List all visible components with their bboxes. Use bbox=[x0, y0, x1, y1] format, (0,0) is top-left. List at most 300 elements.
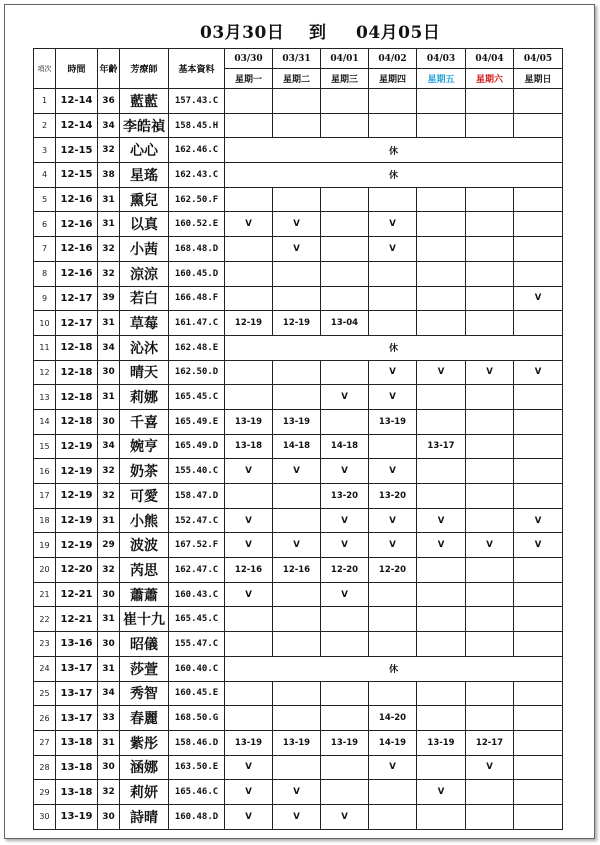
row-basic-info: 161.47.C bbox=[169, 311, 225, 336]
schedule-cell: V bbox=[321, 508, 369, 533]
row-index: 2 bbox=[34, 113, 56, 138]
table-row bbox=[34, 311, 563, 336]
row-therapist-name: 心心 bbox=[120, 138, 169, 163]
schedule-cell bbox=[417, 804, 466, 829]
schedule-cell: 14-18 bbox=[273, 434, 321, 459]
row-therapist-name: 紫彤 bbox=[120, 730, 169, 755]
schedule-cell bbox=[321, 212, 369, 237]
row-time: 12-16 bbox=[56, 237, 98, 262]
schedule-cell bbox=[466, 237, 514, 262]
schedule-cell: V bbox=[514, 533, 563, 558]
schedule-cell bbox=[466, 212, 514, 237]
schedule-cell bbox=[417, 409, 466, 434]
schedule-cell bbox=[369, 681, 417, 706]
row-index: 27 bbox=[34, 730, 56, 755]
row-time: 12-18 bbox=[56, 409, 98, 434]
row-time: 12-17 bbox=[56, 286, 98, 311]
header-date: 04/01 bbox=[321, 49, 369, 69]
header-weekday: 星期一 bbox=[225, 69, 273, 89]
schedule-cell bbox=[514, 212, 563, 237]
row-therapist-name: 以真 bbox=[120, 212, 169, 237]
schedule-cell bbox=[225, 113, 273, 138]
schedule-cell bbox=[514, 607, 563, 632]
schedule-cell bbox=[369, 311, 417, 336]
schedule-cell bbox=[466, 582, 514, 607]
row-index: 17 bbox=[34, 484, 56, 509]
row-age: 38 bbox=[98, 163, 120, 188]
row-therapist-name: 莉娜 bbox=[120, 385, 169, 410]
row-therapist-name: 芮思 bbox=[120, 558, 169, 583]
schedule-cell: 14-20 bbox=[369, 706, 417, 731]
row-therapist-name: 秀智 bbox=[120, 681, 169, 706]
schedule-cell bbox=[466, 409, 514, 434]
schedule-cell bbox=[417, 755, 466, 780]
schedule-cell: V bbox=[273, 533, 321, 558]
schedule-cell: V bbox=[417, 508, 466, 533]
row-therapist-name: 熏兒 bbox=[120, 187, 169, 212]
row-therapist-name: 涵娜 bbox=[120, 755, 169, 780]
row-therapist-name: 崔十九 bbox=[120, 607, 169, 632]
schedule-cell bbox=[273, 261, 321, 286]
table-row bbox=[34, 385, 563, 410]
schedule-cell bbox=[417, 261, 466, 286]
row-therapist-name: 星瑤 bbox=[120, 163, 169, 188]
schedule-cell bbox=[466, 286, 514, 311]
schedule-cell bbox=[225, 385, 273, 410]
schedule-cell bbox=[417, 607, 466, 632]
schedule-cell: V bbox=[369, 385, 417, 410]
table-row bbox=[34, 607, 563, 632]
row-age: 34 bbox=[98, 335, 120, 360]
schedule-cell bbox=[369, 607, 417, 632]
schedule-cell bbox=[466, 459, 514, 484]
schedule-cell bbox=[273, 632, 321, 657]
row-age: 39 bbox=[98, 286, 120, 311]
schedule-cell: 12-20 bbox=[369, 558, 417, 583]
header-date: 04/04 bbox=[466, 49, 514, 69]
schedule-cell bbox=[417, 706, 466, 731]
table-row bbox=[34, 113, 563, 138]
table-row bbox=[34, 681, 563, 706]
row-index: 1 bbox=[34, 89, 56, 114]
schedule-cell bbox=[225, 607, 273, 632]
row-therapist-name: 小熊 bbox=[120, 508, 169, 533]
row-basic-info: 158.45.H bbox=[169, 113, 225, 138]
row-therapist-name: 詩晴 bbox=[120, 804, 169, 829]
row-age: 34 bbox=[98, 681, 120, 706]
table-row bbox=[34, 212, 563, 237]
row-age: 31 bbox=[98, 607, 120, 632]
table-row bbox=[34, 409, 563, 434]
row-time: 12-15 bbox=[56, 138, 98, 163]
schedule-cell bbox=[225, 681, 273, 706]
row-age: 31 bbox=[98, 385, 120, 410]
schedule-cell bbox=[273, 385, 321, 410]
schedule-cell: V bbox=[466, 533, 514, 558]
schedule-cell: V bbox=[321, 385, 369, 410]
schedule-cell bbox=[514, 706, 563, 731]
row-index: 6 bbox=[34, 212, 56, 237]
schedule-cell bbox=[369, 434, 417, 459]
row-basic-info: 160.40.C bbox=[169, 656, 225, 681]
row-index: 12 bbox=[34, 360, 56, 385]
row-basic-info: 152.47.C bbox=[169, 508, 225, 533]
schedule-cell bbox=[514, 89, 563, 114]
row-time: 13-17 bbox=[56, 656, 98, 681]
header-therapist: 芳療師 bbox=[120, 49, 169, 89]
row-basic-info: 168.48.D bbox=[169, 237, 225, 262]
row-index: 24 bbox=[34, 656, 56, 681]
row-basic-info: 168.50.G bbox=[169, 706, 225, 731]
row-age: 33 bbox=[98, 706, 120, 731]
schedule-cell: 12-19 bbox=[273, 311, 321, 336]
row-age: 32 bbox=[98, 138, 120, 163]
row-index: 13 bbox=[34, 385, 56, 410]
schedule-cell bbox=[273, 484, 321, 509]
schedule-cell bbox=[466, 607, 514, 632]
schedule-cell bbox=[321, 187, 369, 212]
schedule-cell bbox=[514, 113, 563, 138]
schedule-table bbox=[33, 48, 563, 830]
row-therapist-name: 蕭蕭 bbox=[120, 582, 169, 607]
schedule-cell: 13-18 bbox=[225, 434, 273, 459]
schedule-cell: 13-19 bbox=[273, 409, 321, 434]
schedule-cell: V bbox=[417, 360, 466, 385]
schedule-cell bbox=[417, 89, 466, 114]
row-time: 13-18 bbox=[56, 780, 98, 805]
schedule-cell bbox=[321, 286, 369, 311]
schedule-cell bbox=[514, 755, 563, 780]
row-index: 7 bbox=[34, 237, 56, 262]
row-basic-info: 163.50.E bbox=[169, 755, 225, 780]
schedule-cell bbox=[466, 558, 514, 583]
schedule-cell: V bbox=[369, 212, 417, 237]
header-weekday: 星期四 bbox=[369, 69, 417, 89]
schedule-cell: V bbox=[466, 360, 514, 385]
schedule-cell bbox=[225, 360, 273, 385]
row-therapist-name: 藍藍 bbox=[120, 89, 169, 114]
schedule-cell: 13-20 bbox=[369, 484, 417, 509]
schedule-cell bbox=[417, 459, 466, 484]
schedule-cell bbox=[369, 582, 417, 607]
row-basic-info: 162.50.F bbox=[169, 187, 225, 212]
schedule-cell: V bbox=[369, 237, 417, 262]
row-time: 13-19 bbox=[56, 804, 98, 829]
row-therapist-name: 草莓 bbox=[120, 311, 169, 336]
schedule-cell: V bbox=[273, 459, 321, 484]
schedule-cell bbox=[321, 632, 369, 657]
schedule-cell bbox=[369, 261, 417, 286]
row-therapist-name: 莎萱 bbox=[120, 656, 169, 681]
table-row bbox=[34, 138, 563, 163]
row-age: 32 bbox=[98, 237, 120, 262]
schedule-cell bbox=[369, 113, 417, 138]
row-time: 12-18 bbox=[56, 335, 98, 360]
schedule-cell: V bbox=[514, 508, 563, 533]
table-row bbox=[34, 780, 563, 805]
header-weekday: 星期日 bbox=[514, 69, 563, 89]
schedule-cell bbox=[466, 484, 514, 509]
row-basic-info: 158.46.D bbox=[169, 730, 225, 755]
schedule-cell: 12-20 bbox=[321, 558, 369, 583]
table-row bbox=[34, 755, 563, 780]
header-date: 04/03 bbox=[417, 49, 466, 69]
row-age: 30 bbox=[98, 360, 120, 385]
schedule-cell: 13-19 bbox=[225, 409, 273, 434]
row-age: 34 bbox=[98, 434, 120, 459]
row-basic-info: 160.45.D bbox=[169, 261, 225, 286]
schedule-cell bbox=[514, 434, 563, 459]
header-weekday-saturday: 星期六 bbox=[466, 69, 514, 89]
schedule-cell: 13-04 bbox=[321, 311, 369, 336]
schedule-cell bbox=[225, 286, 273, 311]
schedule-cell bbox=[273, 187, 321, 212]
day-off-cell: 休 bbox=[225, 335, 563, 360]
row-time: 12-15 bbox=[56, 163, 98, 188]
schedule-cell bbox=[514, 804, 563, 829]
schedule-cell: 14-18 bbox=[321, 434, 369, 459]
schedule-cell: 13-19 bbox=[321, 730, 369, 755]
schedule-cell bbox=[466, 113, 514, 138]
schedule-cell bbox=[321, 113, 369, 138]
row-therapist-name: 千喜 bbox=[120, 409, 169, 434]
schedule-cell bbox=[225, 706, 273, 731]
schedule-cell bbox=[417, 311, 466, 336]
schedule-cell bbox=[369, 187, 417, 212]
schedule-cell bbox=[273, 508, 321, 533]
schedule-cell bbox=[369, 286, 417, 311]
schedule-cell bbox=[514, 261, 563, 286]
schedule-cell bbox=[321, 755, 369, 780]
schedule-cell bbox=[514, 681, 563, 706]
schedule-cell: 13-19 bbox=[225, 730, 273, 755]
row-basic-info: 162.46.C bbox=[169, 138, 225, 163]
table-row bbox=[34, 533, 563, 558]
schedule-cell bbox=[514, 632, 563, 657]
schedule-cell bbox=[466, 187, 514, 212]
schedule-cell bbox=[514, 459, 563, 484]
table-row bbox=[34, 261, 563, 286]
row-age: 36 bbox=[98, 89, 120, 114]
header-date: 03/30 bbox=[225, 49, 273, 69]
table-row bbox=[34, 632, 563, 657]
schedule-cell bbox=[417, 187, 466, 212]
schedule-cell: V bbox=[225, 755, 273, 780]
table-row bbox=[34, 582, 563, 607]
row-basic-info: 162.48.E bbox=[169, 335, 225, 360]
row-time: 12-20 bbox=[56, 558, 98, 583]
schedule-cell bbox=[321, 409, 369, 434]
schedule-cell: V bbox=[225, 780, 273, 805]
row-index: 5 bbox=[34, 187, 56, 212]
schedule-cell bbox=[514, 558, 563, 583]
row-index: 28 bbox=[34, 755, 56, 780]
schedule-cell bbox=[225, 632, 273, 657]
schedule-cell bbox=[417, 286, 466, 311]
schedule-cell: 13-20 bbox=[321, 484, 369, 509]
schedule-cell bbox=[273, 755, 321, 780]
row-age: 31 bbox=[98, 656, 120, 681]
row-basic-info: 167.52.F bbox=[169, 533, 225, 558]
schedule-cell bbox=[417, 484, 466, 509]
row-basic-info: 165.49.D bbox=[169, 434, 225, 459]
schedule-cell: V bbox=[417, 780, 466, 805]
row-index: 3 bbox=[34, 138, 56, 163]
row-time: 12-21 bbox=[56, 607, 98, 632]
table-row bbox=[34, 163, 563, 188]
row-age: 30 bbox=[98, 582, 120, 607]
schedule-cell bbox=[417, 113, 466, 138]
day-off-cell: 休 bbox=[225, 138, 563, 163]
schedule-cell: V bbox=[321, 582, 369, 607]
schedule-cell: V bbox=[321, 804, 369, 829]
row-time: 12-16 bbox=[56, 212, 98, 237]
row-therapist-name: 小茜 bbox=[120, 237, 169, 262]
schedule-cell bbox=[321, 780, 369, 805]
header-basic-info: 基本資料 bbox=[169, 49, 225, 89]
row-time: 12-16 bbox=[56, 261, 98, 286]
schedule-cell: V bbox=[225, 582, 273, 607]
row-index: 4 bbox=[34, 163, 56, 188]
row-time: 12-14 bbox=[56, 113, 98, 138]
schedule-cell: V bbox=[417, 533, 466, 558]
row-basic-info: 165.46.C bbox=[169, 780, 225, 805]
schedule-cell bbox=[514, 187, 563, 212]
row-time: 12-19 bbox=[56, 508, 98, 533]
schedule-cell: V bbox=[225, 533, 273, 558]
schedule-cell: V bbox=[321, 533, 369, 558]
schedule-cell bbox=[369, 632, 417, 657]
row-therapist-name: 李皓禎 bbox=[120, 113, 169, 138]
row-index: 15 bbox=[34, 434, 56, 459]
schedule-cell: V bbox=[369, 459, 417, 484]
row-age: 31 bbox=[98, 730, 120, 755]
row-basic-info: 166.48.F bbox=[169, 286, 225, 311]
row-time: 12-21 bbox=[56, 582, 98, 607]
row-basic-info: 162.43.C bbox=[169, 163, 225, 188]
schedule-cell bbox=[273, 89, 321, 114]
row-index: 23 bbox=[34, 632, 56, 657]
schedule-cell bbox=[321, 360, 369, 385]
schedule-cell bbox=[466, 681, 514, 706]
row-basic-info: 165.49.E bbox=[169, 409, 225, 434]
row-age: 32 bbox=[98, 780, 120, 805]
row-age: 30 bbox=[98, 409, 120, 434]
table-row bbox=[34, 459, 563, 484]
schedule-cell bbox=[466, 434, 514, 459]
schedule-cell: 12-16 bbox=[225, 558, 273, 583]
schedule-cell: 14-19 bbox=[369, 730, 417, 755]
schedule-cell bbox=[321, 607, 369, 632]
schedule-cell: 13-19 bbox=[273, 730, 321, 755]
schedule-cell bbox=[514, 311, 563, 336]
schedule-body bbox=[34, 89, 563, 830]
row-time: 12-17 bbox=[56, 311, 98, 336]
row-time: 12-19 bbox=[56, 533, 98, 558]
schedule-cell bbox=[514, 385, 563, 410]
schedule-cell bbox=[466, 780, 514, 805]
schedule-cell: V bbox=[273, 237, 321, 262]
schedule-cell: 13-19 bbox=[417, 730, 466, 755]
schedule-cell bbox=[417, 237, 466, 262]
schedule-cell bbox=[321, 706, 369, 731]
row-age: 30 bbox=[98, 632, 120, 657]
schedule-cell: 12-16 bbox=[273, 558, 321, 583]
row-index: 26 bbox=[34, 706, 56, 731]
row-time: 13-17 bbox=[56, 706, 98, 731]
row-therapist-name: 波波 bbox=[120, 533, 169, 558]
row-time: 12-19 bbox=[56, 484, 98, 509]
table-row bbox=[34, 804, 563, 829]
row-age: 31 bbox=[98, 311, 120, 336]
row-age: 32 bbox=[98, 558, 120, 583]
schedule-cell: 13-17 bbox=[417, 434, 466, 459]
row-index: 20 bbox=[34, 558, 56, 583]
row-therapist-name: 奶茶 bbox=[120, 459, 169, 484]
row-time: 12-16 bbox=[56, 187, 98, 212]
header-date: 04/02 bbox=[369, 49, 417, 69]
schedule-cell: V bbox=[369, 755, 417, 780]
table-row bbox=[34, 508, 563, 533]
row-therapist-name: 春麗 bbox=[120, 706, 169, 731]
schedule-cell bbox=[417, 558, 466, 583]
row-index: 25 bbox=[34, 681, 56, 706]
row-index: 14 bbox=[34, 409, 56, 434]
row-basic-info: 165.45.C bbox=[169, 385, 225, 410]
row-index: 10 bbox=[34, 311, 56, 336]
row-index: 18 bbox=[34, 508, 56, 533]
schedule-cell bbox=[273, 113, 321, 138]
schedule-cell: V bbox=[514, 360, 563, 385]
schedule-cell bbox=[466, 706, 514, 731]
table-row bbox=[34, 335, 563, 360]
row-basic-info: 162.47.C bbox=[169, 558, 225, 583]
schedule-cell: V bbox=[369, 533, 417, 558]
schedule-cell bbox=[369, 804, 417, 829]
schedule-cell bbox=[273, 286, 321, 311]
row-basic-info: 158.47.D bbox=[169, 484, 225, 509]
row-time: 12-19 bbox=[56, 459, 98, 484]
schedule-cell bbox=[417, 632, 466, 657]
schedule-cell: V bbox=[369, 360, 417, 385]
row-therapist-name: 可愛 bbox=[120, 484, 169, 509]
schedule-cell bbox=[369, 780, 417, 805]
schedule-cell bbox=[225, 187, 273, 212]
table-row bbox=[34, 360, 563, 385]
row-therapist-name: 涼涼 bbox=[120, 261, 169, 286]
schedule-cell bbox=[514, 409, 563, 434]
table-row bbox=[34, 656, 563, 681]
schedule-cell bbox=[466, 311, 514, 336]
row-basic-info: 160.45.E bbox=[169, 681, 225, 706]
schedule-cell: V bbox=[225, 459, 273, 484]
row-basic-info: 160.48.D bbox=[169, 804, 225, 829]
schedule-cell: V bbox=[225, 508, 273, 533]
row-index: 19 bbox=[34, 533, 56, 558]
row-index: 21 bbox=[34, 582, 56, 607]
schedule-cell: V bbox=[225, 212, 273, 237]
schedule-cell bbox=[321, 89, 369, 114]
header-weekday: 星期三 bbox=[321, 69, 369, 89]
header-date: 04/05 bbox=[514, 49, 563, 69]
table-row bbox=[34, 434, 563, 459]
schedule-cell bbox=[273, 360, 321, 385]
schedule-cell bbox=[273, 706, 321, 731]
row-time: 12-18 bbox=[56, 360, 98, 385]
schedule-cell bbox=[514, 484, 563, 509]
table-row bbox=[34, 237, 563, 262]
row-time: 12-18 bbox=[56, 385, 98, 410]
